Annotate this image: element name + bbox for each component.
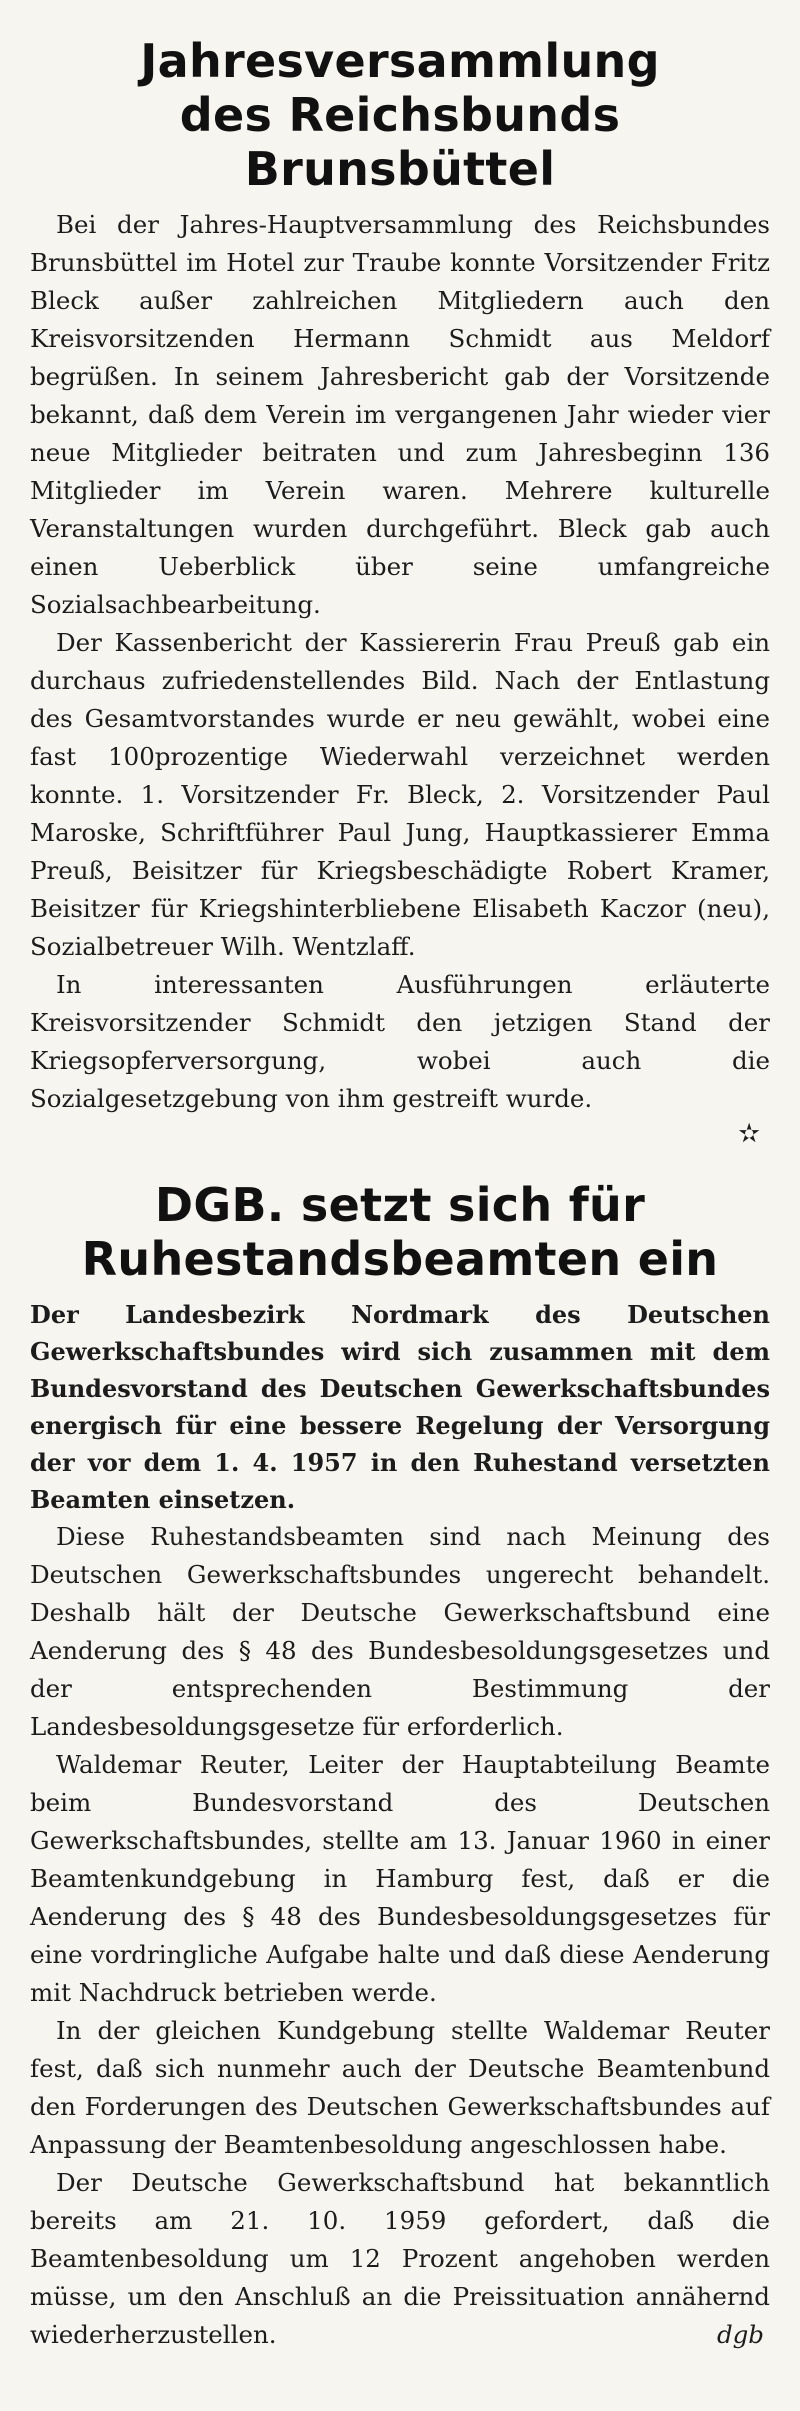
article-paragraph: Bei der Jahres-Hauptversammlung des Reichsbundes Brunsbüttel im Hotel zur Traube konnte Vorsitzender Fritz Bleck außer zahlreichen Mitgliedern auch den Kreisvorsitzenden Hermann Schmidt aus Meldorf begrüßen. In seinem Jahresbericht gab der Vorsitzende bekannt, daß dem Verein im vergangenen Jahr wieder vier neue Mitglieder beitraten und zum Jahresbeginn 136 Mitglieder im Verein waren. Mehrere kulturelle Veranstaltungen wurden durchgeführt. Bleck gab auch einen Ueberblick über seine umfangreiche Sozialsachbearbeitung. [30, 210, 770, 619]
article-paragraph-text: Der Deutsche Gewerkschaftsbund hat bekanntlich bereits am 21. 10. 1959 gefordert, daß die Beamtenbesoldung um 12 Prozent angehoben werden müsse, um den Anschluß an die Preissituation annähernd wiederherzustellen. [30, 2168, 770, 2349]
article-headline [30, 34, 770, 196]
author-signature: dgb [716, 2320, 764, 2349]
end-mark-icon: ✫ [738, 1119, 760, 1149]
headline-line-1: Jahresversammlung [140, 34, 660, 88]
article-lead: Der Landesbezirk Nordmark des Deutschen Gewerkschaftsbundes wird sich zusammen mit dem Bundesvorstand des Deutschen Gewerkschaftsbundes energisch für eine bessere Regelung der Versorgung der vor dem 1. 4. 1957 in den Ruhestand versetzten Beamten einsetzen. [30, 1300, 770, 1514]
headline-line-1: DGB. setzt sich für [154, 1178, 646, 1232]
article-paragraph-last [30, 2164, 770, 2354]
article-paragraph: In der gleichen Kundgebung stellte Waldemar Reuter fest, daß sich nunmehr auch der Deutsche Beamtenbund den Forderungen des Deutschen Gewerkschaftsbundes auf Anpassung der Beamtenbesoldung angeschlossen habe. [30, 2016, 770, 2159]
article-paragraph: Der Kassenbericht der Kassiererin Frau Preuß gab ein durchaus zufriedenstellendes Bild. Nach der Entlastung des Gesamtvorstandes wurde er neu gewählt, wobei eine fast 100prozentige Wiederwahl verzeichnet werden konnte. 1. Vorsitzender Fr. Bleck, 2. Vorsitzender Paul Maroske, Schriftführer Paul Jung, Hauptkassierer Emma Preuß, Beisitzer für Kriegsbeschädigte Robert Kramer, Beisitzer für Kriegshinterbliebene Elisabeth Kaczor (neu), Sozialbetreuer Wilh. Wentzlaff. [30, 628, 770, 961]
article-reichsbund [30, 34, 770, 1148]
article-paragraph: Waldemar Reuter, Leiter der Hauptabteilung Beamte beim Bundesvorstand des Deutschen Gewerkschaftsbundes, stellte am 13. Januar 1960 in einer Beamtenkundgebung in Hamburg fest, daß er die Aenderung des § 48 des Bundesbesoldungsgesetzes für eine vordringliche Aufgabe halte und daß diese Aenderung mit Nachdruck betrieben werde. [30, 1750, 770, 2007]
article-dgb [30, 1178, 770, 2354]
article-headline [30, 1178, 770, 1286]
headline-line-2: Ruhestandsbeamten ein [81, 1232, 719, 1286]
headline-line-2: des Reichsbunds Brunsbüttel [179, 88, 621, 196]
article-paragraph: Diese Ruhestandsbeamten sind nach Meinung des Deutschen Gewerkschaftsbundes ungerecht behandelt. Deshalb hält der Deutsche Gewerkschaftsbund eine Aenderung des § 48 des Bundesbesoldungsgesetzes und der entsprechenden Bestimmung der Landesbesoldungsgesetze für erforderlich. [30, 1522, 770, 1741]
article-paragraph: In interessanten Ausführungen erläuterte Kreisvorsitzender Schmidt den jetzigen Stand der Kriegsopferversorgung, wobei auch die Sozialgesetzgebung von ihm gestreift wurde. [30, 970, 770, 1113]
